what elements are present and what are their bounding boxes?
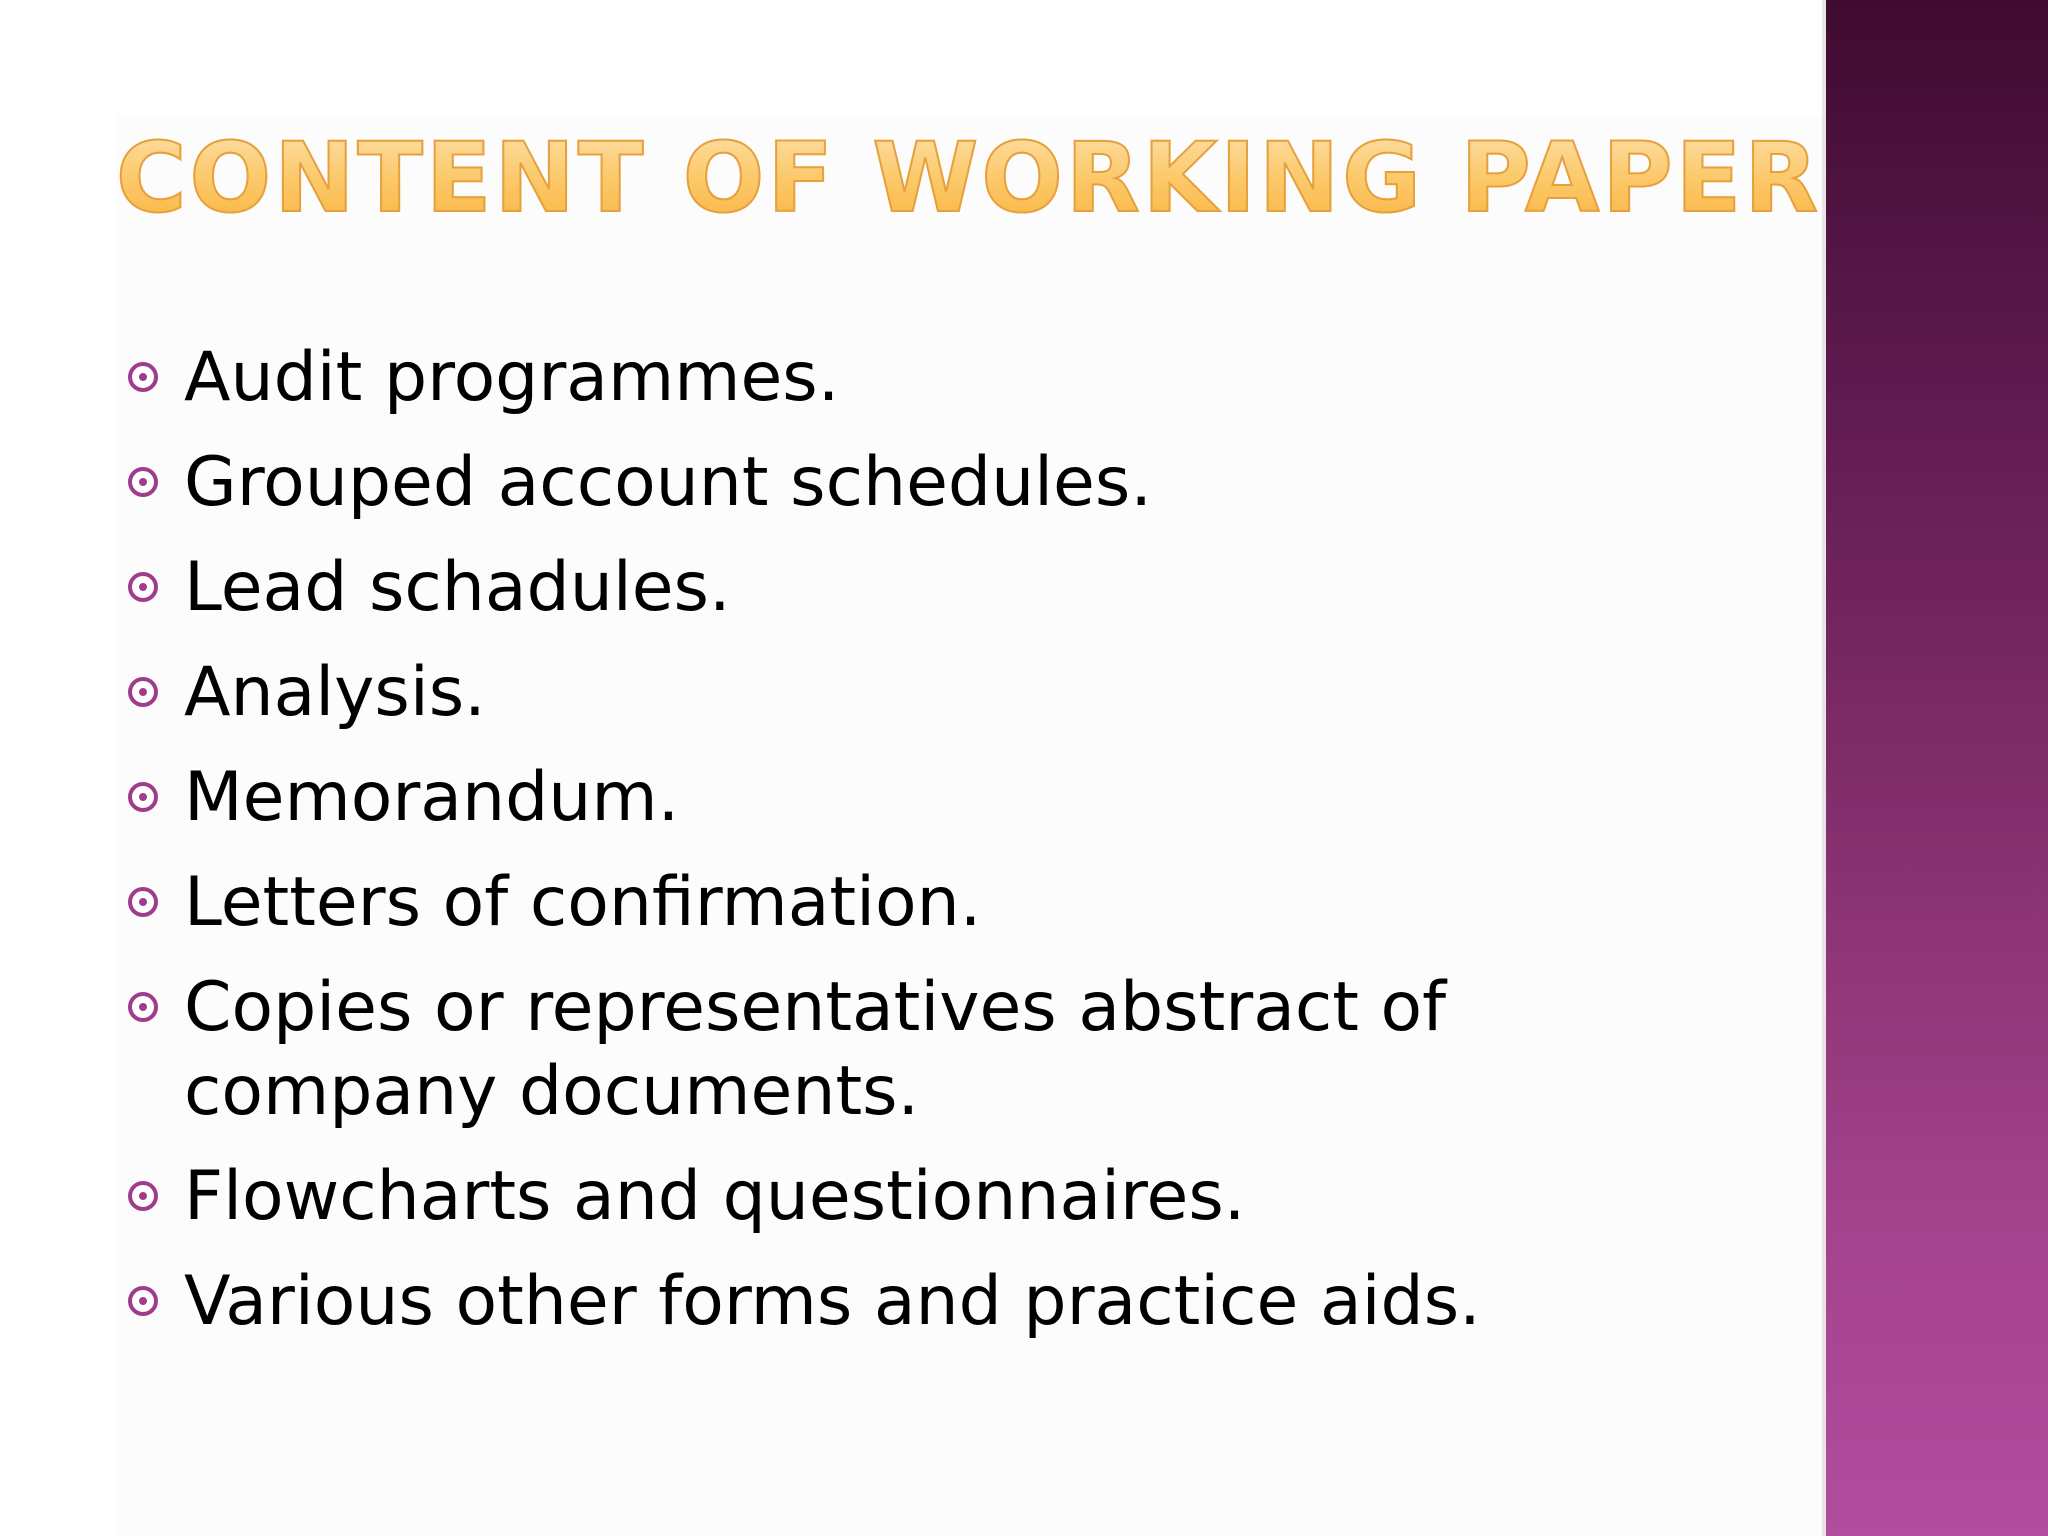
target-bullet-icon: [128, 677, 158, 707]
list-item: [124, 651, 1624, 735]
list-item: [124, 756, 1624, 840]
bullet-text: Analysis.: [184, 653, 486, 732]
list-item: [124, 441, 1624, 525]
list-item: [124, 861, 1624, 945]
list-item: [124, 336, 1624, 420]
bullet-text: Letters of confirmation.: [184, 863, 982, 942]
target-bullet-icon: [128, 1286, 158, 1316]
target-bullet-icon: [128, 782, 158, 812]
list-item: [124, 1260, 1624, 1344]
target-bullet-icon: [128, 1181, 158, 1211]
bullet-text: Flowcharts and questionnaires.: [184, 1157, 1246, 1236]
bullet-text: Grouped account schedules.: [184, 443, 1152, 522]
target-bullet-icon: [128, 467, 158, 497]
bullet-text: Memorandum.: [184, 758, 680, 837]
decorative-sidebar: [1826, 0, 2048, 1536]
bullet-text: Audit programmes.: [184, 338, 840, 417]
bullet-text: Lead schadules.: [184, 548, 731, 627]
list-item: [124, 546, 1624, 630]
bullet-list: [124, 336, 1624, 1365]
target-bullet-icon: [128, 362, 158, 392]
bullet-text: Various other forms and practice aids.: [184, 1262, 1481, 1341]
target-bullet-icon: [128, 887, 158, 917]
target-bullet-icon: [128, 572, 158, 602]
slide-title: CONTENT OF WORKING PAPER: [116, 122, 1822, 234]
list-item: [124, 966, 1544, 1134]
target-bullet-icon: [128, 992, 158, 1022]
list-item: [124, 1155, 1624, 1239]
bullet-text: Copies or representatives abstract of company documents.: [184, 968, 1447, 1131]
